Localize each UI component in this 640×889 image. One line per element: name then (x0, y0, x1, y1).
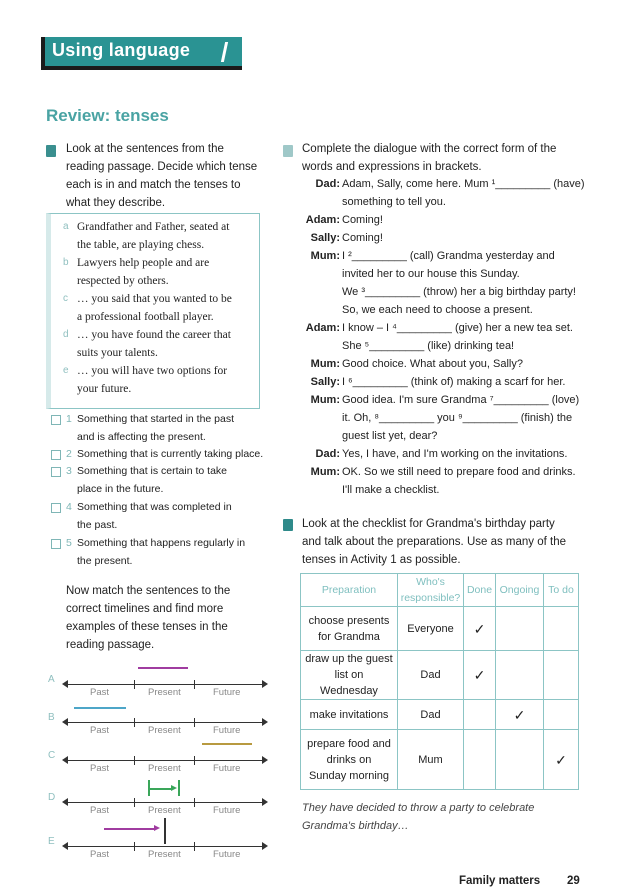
dialogue-speaker: Mum: (310, 358, 340, 370)
match-instructions: Now match the sentences to the correct timelines and find more examples of these tenses in the reading passage. (66, 585, 231, 651)
dialogue-line: So, we each need to choose a present. (342, 304, 533, 316)
dialogue-speaker: Adam: (305, 214, 340, 226)
timeline-a-segment (138, 667, 188, 669)
dialogue-speaker: Mum: (310, 394, 340, 406)
review-heading: Review: tenses (46, 106, 169, 125)
timeline-d-segment (149, 788, 173, 790)
dialogue-speaker: Sally: (310, 376, 340, 388)
dialogue-line: invited her to our house this Sunday. (342, 268, 520, 280)
dialogue-line: I'll make a checklist. (342, 484, 440, 496)
activity-2-instructions: Complete the dialogue with the correct form of the words and expressions in brackets. (302, 143, 557, 173)
section-banner (41, 37, 242, 70)
sentence-d: d … you have found the career that suits your talents. (63, 329, 231, 359)
timeline-e-segment (104, 828, 156, 830)
sentence-a: a Grandfather and Father, seated at the table, are playing chess. (63, 221, 230, 251)
timeline-c-segment (202, 743, 252, 745)
timeline-a: A Past Present Future (48, 670, 268, 710)
sentence-e: e … you will have two options for your future. (63, 365, 228, 395)
checklist-table (300, 573, 579, 790)
checkbox-1[interactable] (51, 415, 61, 425)
dialogue-line: I know – I ⁴_________ (give) her a new tea set. (342, 322, 573, 334)
activity-1-number-icon (46, 145, 56, 157)
dialogue-line: We ³_________ (throw) her a big birthday party! (342, 286, 576, 298)
sentence-c: c … you said that you wanted to be a professional football player. (63, 293, 232, 323)
dialogue-line: Good choice. What about you, Sally? (342, 358, 523, 370)
dialogue-line: Yes, I have, and I'm working on the invitations. (342, 448, 568, 460)
timeline-b: B Past Present Future (48, 708, 268, 748)
dialogue-speaker: Mum: (310, 250, 340, 262)
dialogue-speaker: Sally: (310, 232, 340, 244)
footer-title: Family matters (459, 875, 541, 887)
checkbox-3[interactable] (51, 467, 61, 477)
dialogue-line: She ⁵_________ (like) drinking tea! (342, 340, 515, 352)
timeline-e: E Past Present Future (48, 832, 268, 872)
dialogue-line: I ⁶_________ (think of) making a scarf for her. (342, 376, 566, 388)
table-row: choose presents for Grandma Everyone ✓ (301, 607, 579, 651)
dialogue-line: OK. So we still need to prepare food and drinks. (342, 466, 576, 478)
activity-1-instructions: Look at the sentences from the reading passage. Decide which tense each is in and match the tenses to what they describe. (66, 143, 258, 209)
dialogue-line: it. Oh, ⁸_________ you ⁹_________ (finish) the (342, 412, 573, 424)
dialogue-line: Coming! (342, 232, 383, 244)
example-sentence: They have decided to throw a party to celebrate Grandma's birthday… (302, 802, 535, 832)
dialogue-speaker: Dad: (315, 448, 340, 460)
banner-bar (221, 42, 228, 62)
dialogue-line: guest list yet, dear? (342, 430, 438, 442)
checkbox-5[interactable] (51, 539, 61, 549)
description-3: 3 Something that is certain to take place in the future. (66, 465, 227, 495)
dialogue-line: Adam, Sally, come here. Mum ¹_________ (have) (342, 178, 585, 190)
dialogue-speaker: Adam: (305, 322, 340, 334)
activity-2-number-icon (283, 145, 293, 157)
header-done: Done (464, 574, 496, 607)
activity-3-instructions: Look at the checklist for Grandma's birthday party and talk about the preparations. Use as many of the tenses in Activity 1 as possible. (302, 518, 567, 566)
description-4: 4 Something that was completed in the past. (66, 501, 232, 531)
header-responsible: Who's responsible? (398, 574, 464, 607)
table-row: prepare food and drinks on Sunday morning Mum ✓ (301, 730, 579, 790)
dialogue-speaker: Mum: (310, 466, 340, 478)
activity-3-number-icon (283, 519, 293, 531)
timeline-b-segment (74, 707, 126, 709)
page-number: 29 (567, 875, 580, 887)
dialogue-line: I ²_________ (call) Grandma yesterday and (342, 250, 555, 262)
dialogue-line: Good idea. I'm sure Grandma ⁷_________ (love) (342, 394, 580, 406)
table-row: draw up the guest list on Wednesday Dad ✓ (301, 651, 579, 700)
description-2: 2 Something that is currently taking place. (66, 448, 264, 460)
dialogue-line: something to tell you. (342, 196, 446, 208)
dialogue-line: Coming! (342, 214, 383, 226)
description-1: 1 Something that started in the past and is affecting the present. (66, 413, 235, 443)
sentence-b: b Lawyers help people and are respected by others. (63, 257, 210, 287)
header-todo: To do (544, 574, 579, 607)
description-5: 5 Something that happens regularly in the present. (66, 537, 246, 567)
checkbox-2[interactable] (51, 450, 61, 460)
dialogue-speaker: Dad: (315, 178, 340, 190)
header-ongoing: Ongoing (496, 574, 544, 607)
timeline-c: C Past Present Future (48, 746, 268, 786)
banner-title: Using language (52, 40, 191, 60)
timeline-d: D Past Present Future (48, 788, 268, 828)
header-preparation: Preparation (301, 574, 398, 607)
checkbox-4[interactable] (51, 503, 61, 513)
table-row: make invitations Dad ✓ (301, 700, 579, 730)
dialogue (278, 175, 598, 505)
